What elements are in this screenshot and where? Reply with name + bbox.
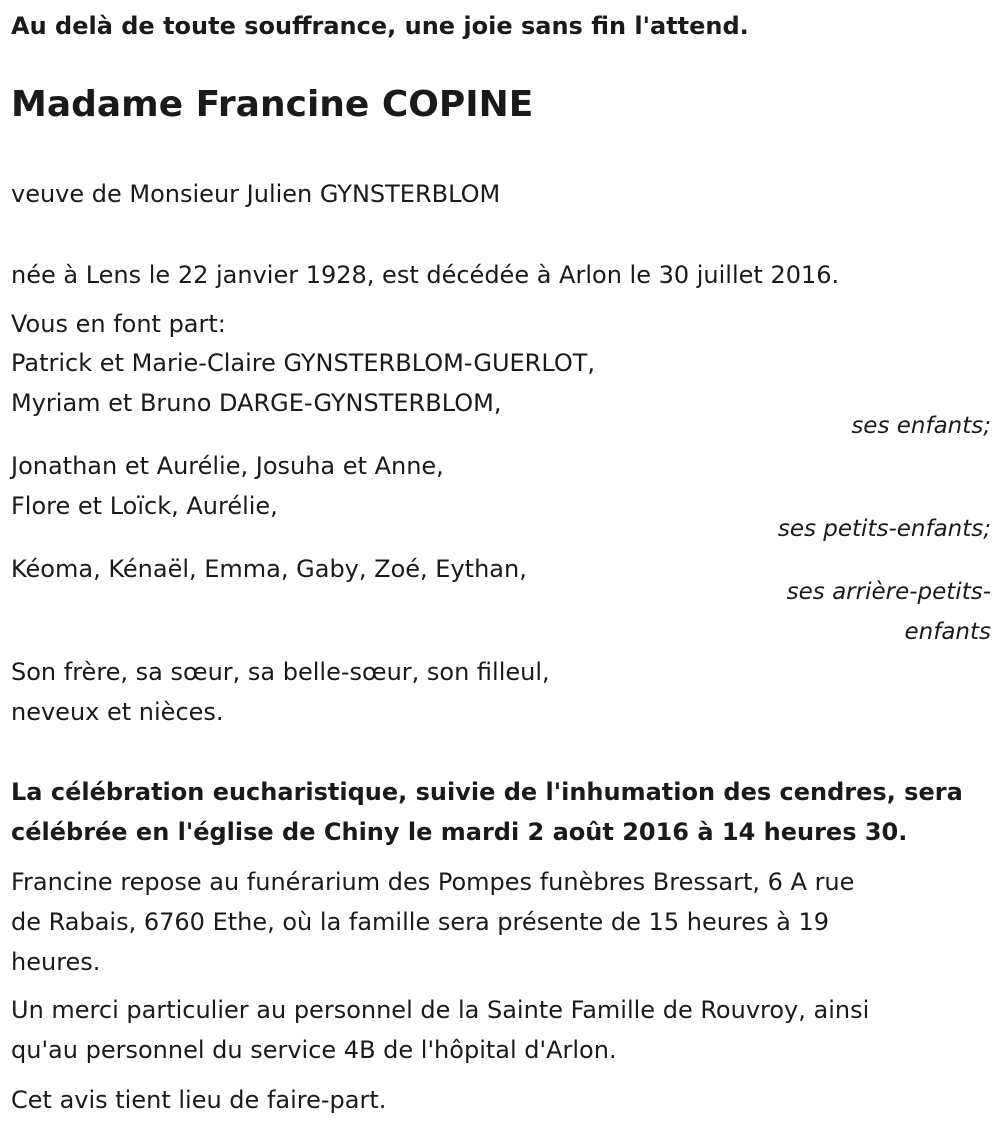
grandchildren-line: Jonathan et Aurélie, Josuha et Anne, (11, 452, 444, 480)
great-grandchildren-role: enfants (904, 619, 991, 645)
great-grandchildren-line: Kéoma, Kénaël, Emma, Gaby, Zoé, Eythan, (11, 555, 527, 583)
funeral-home-line: de Rabais, 6760 Ethe, où la famille sera présente de 15 heures à 19 (11, 908, 830, 936)
widow-of-line: veuve de Monsieur Julien GYNSTERBLOM (11, 180, 501, 208)
extended-family-line: Son frère, sa sœur, sa belle-sœur, son filleul, (11, 658, 550, 686)
funeral-home-line: Francine repose au funérarium des Pompes funèbres Bressart, 6 A rue (11, 868, 855, 896)
thanks-line: Un merci particulier au personnel de la Sainte Famille de Rouvroy, ainsi (11, 996, 870, 1024)
children-line: Myriam et Bruno DARGE-GYNSTERBLOM, (11, 389, 502, 417)
announcement-intro: Vous en font part: (11, 310, 226, 338)
great-grandchildren-role: ses arrière-petits- (786, 579, 991, 605)
funeral-home-line: heures. (11, 948, 101, 976)
thanks-line: qu'au personnel du service 4B de l'hôpital d'Arlon. (11, 1036, 617, 1064)
closing-notice: Cet avis tient lieu de faire-part. (11, 1086, 387, 1114)
deceased-name: Madame Francine COPINE (11, 84, 534, 125)
children-role: ses enfants; (851, 413, 991, 439)
grandchildren-line: Flore et Loïck, Aurélie, (11, 492, 278, 520)
ceremony-line: célébrée en l'église de Chiny le mardi 2 août 2016 à 14 heures 30. (11, 818, 908, 846)
children-line: Patrick et Marie-Claire GYNSTERBLOM-GUERLOT, (11, 349, 596, 377)
grandchildren-role: ses petits-enfants; (777, 516, 991, 542)
ceremony-line: La célébration eucharistique, suivie de l'inhumation des cendres, sera (11, 778, 963, 806)
extended-family-line: neveux et nièces. (11, 698, 224, 726)
birth-death-line: née à Lens le 22 janvier 1928, est décédée à Arlon le 30 juillet 2016. (11, 261, 840, 289)
epigraph: Au delà de toute souffrance, une joie sans fin l'attend. (11, 12, 749, 40)
